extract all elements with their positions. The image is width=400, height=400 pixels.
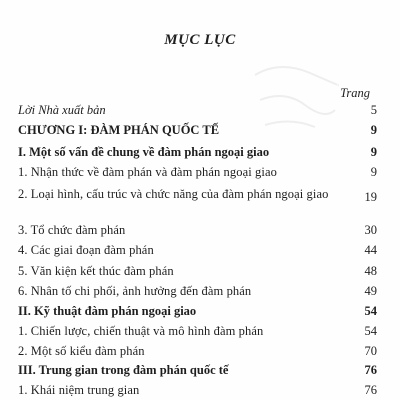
toc-entry-page: 30 [364, 223, 377, 237]
toc-entry-text: CHƯƠNG I: ĐÀM PHÁN QUỐC TẾ [18, 123, 220, 137]
toc-entry[interactable] [18, 102, 380, 118]
toc-section-heading[interactable] [18, 362, 380, 378]
toc-entry[interactable] [18, 184, 380, 205]
toc-entry[interactable] [18, 263, 380, 279]
toc-entry-text: 2. Loại hình, cấu trúc và chức năng của đàm phán ngoại giao [18, 187, 329, 201]
toc-entry-text: 6. Nhân tố chi phối, ảnh hưởng đến đàm phán [18, 284, 252, 298]
toc-entry-page: 76 [364, 363, 377, 377]
toc-entry-text: 3. Tổ chức đàm phán [18, 223, 126, 237]
toc-entry-text: 1. Khái niệm trung gian [18, 383, 140, 397]
toc-entry-text: Lời Nhà xuất bản [18, 103, 106, 117]
toc-entry-text: 5. Văn kiện kết thúc đàm phán [18, 264, 174, 278]
toc-entry-page: 19 [364, 190, 377, 204]
toc-entry-page: 76 [364, 383, 377, 397]
toc-entry-text: 1. Chiến lược, chiến thuật và mô hình đàm phán [18, 324, 264, 338]
toc-entry-page: 54 [364, 304, 377, 318]
toc-entry[interactable] [18, 222, 380, 238]
toc-entry-page: 9 [370, 165, 377, 179]
toc-entry-page: 49 [364, 284, 377, 298]
toc-section-heading[interactable] [18, 303, 380, 319]
toc-title: MỤC LỤC [164, 32, 236, 48]
toc-entry[interactable] [18, 343, 380, 359]
toc-section-heading[interactable] [18, 144, 380, 160]
toc-entry-page: 44 [364, 243, 377, 257]
toc-entry-page: 9 [370, 145, 377, 159]
page-column-label: Trang [340, 86, 370, 100]
toc-entry[interactable] [18, 283, 380, 299]
toc-entry-text: II. Kỹ thuật đàm phán ngoại giao [18, 304, 197, 318]
toc-chapter-heading[interactable] [18, 122, 380, 138]
toc-entry[interactable] [18, 242, 380, 258]
toc-entry-text: I. Một số vấn đề chung về đàm phán ngoại giao [18, 145, 270, 159]
toc-entry-page: 5 [370, 103, 377, 117]
toc-entry-text: III. Trung gian trong đàm phán quốc tế [18, 363, 229, 377]
toc-entry-page: 54 [364, 324, 377, 338]
toc-entry-page: 9 [370, 123, 377, 137]
toc-entry-page: 48 [364, 264, 377, 278]
toc-entry[interactable] [18, 164, 380, 180]
toc-entry-text: 2. Một số kiểu đàm phán [18, 344, 145, 358]
toc-entry[interactable] [18, 323, 380, 339]
toc-entry-text: 1. Nhận thức về đàm phán và đàm phán ngoại giao [18, 165, 277, 179]
toc-entry-text: 4. Các giai đoạn đàm phán [18, 243, 154, 257]
toc-entry-page: 70 [364, 344, 377, 358]
toc-entry[interactable] [18, 382, 380, 398]
